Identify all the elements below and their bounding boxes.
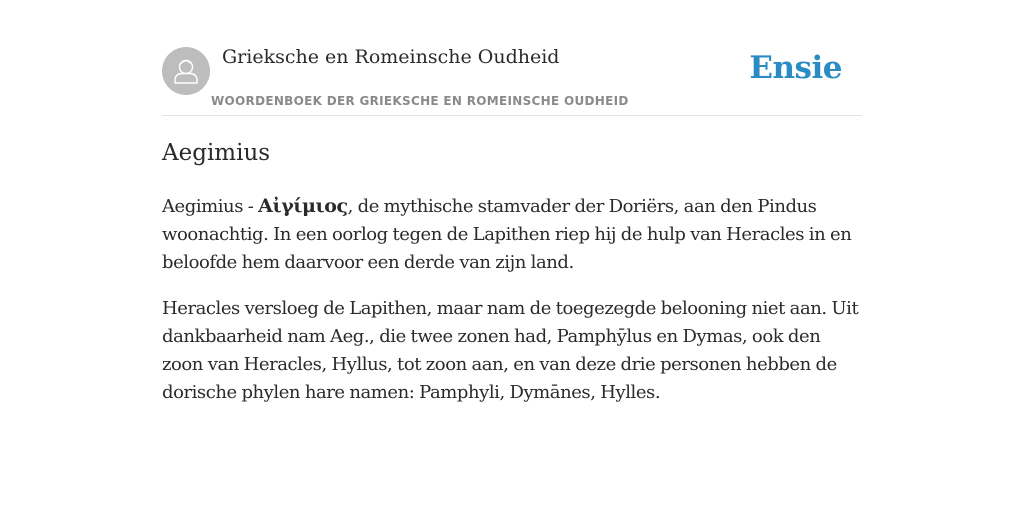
- entry-paragraph-1: [162, 192, 862, 277]
- page-container: [162, 0, 862, 403]
- dictionary-name-link[interactable]: Grieksche en Romeinsche Oudheid: [222, 46, 560, 68]
- greek-term: Αἰγίμιος: [258, 195, 348, 217]
- user-icon: [162, 47, 210, 95]
- ensie-logo-link[interactable]: Ensie: [749, 50, 842, 86]
- dictionary-avatar[interactable]: [162, 47, 210, 95]
- entry-paragraph-1-rest: , de mythische stamvader der Doriërs, aan den Pindus woonachtig. In een oorlog tegen de Lapithen riep hij de hulp van Heracles in en beloofde hem daarvoor een derde van zijn land.: [162, 196, 852, 273]
- entry-lead: Aegimius -: [162, 196, 259, 217]
- dictionary-subtitle: WOORDENBOEK DER GRIEKSCHE EN ROMEINSCHE OUDHEID: [211, 94, 629, 108]
- entry-paragraph-2: Heracles versloeg de Lapithen, maar nam de toegezegde belooning niet aan. Uit dankbaarheid nam Aeg., die twee zonen had, Pamphȳlus en Dymas, ook den zoon van Heracles, Hyllus, tot zoon aan, en van deze drie personen hebben de dorische phylen hare namen: Pamphyli, Dymānes, Hylles.: [162, 298, 859, 403]
- dictionary-header: [162, 0, 862, 116]
- entry-title: Aegimius: [162, 140, 271, 166]
